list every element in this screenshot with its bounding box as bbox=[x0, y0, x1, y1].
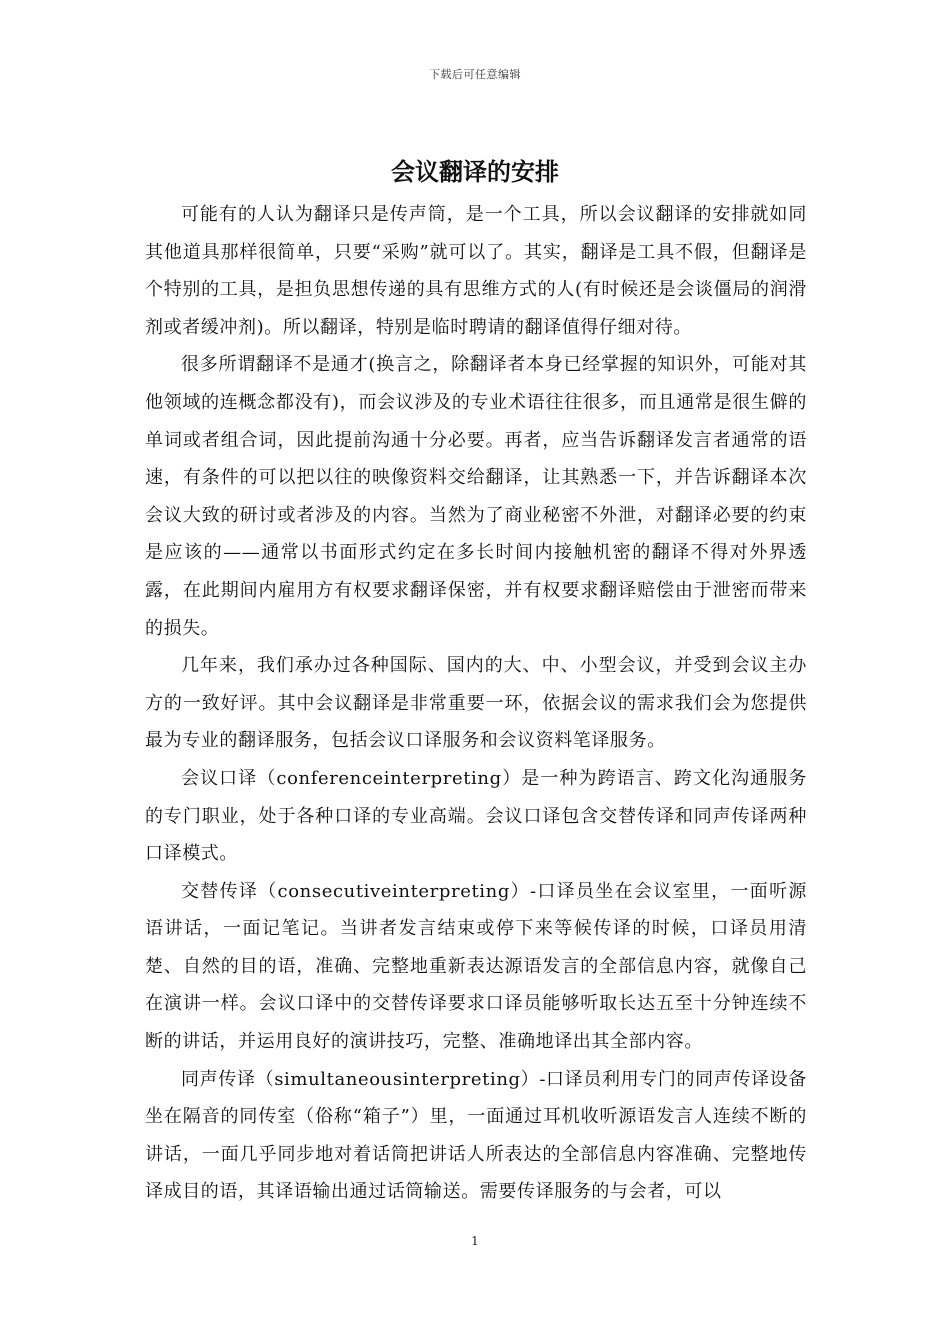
paragraph-4: 会议口译（conferenceinterpreting）是一种为跨语言、跨文化沟通服务的专门职业，处于各种口译的专业高端。会议口译包含交替传译和同声传译两种口译模式。 bbox=[145, 767, 807, 865]
paragraph-5: 交替传译（consecutiveinterpreting）-口译员坐在会议室里，一面听源语讲话，一面记笔记。当讲者发言结束或停下来等候传译的时候，口译员用清楚、自然的目的语，准确、完整地重新表达源语发言的全部信息内容，就像自己在演讲一样。会议口译中的交替传译要求口译员能够听取长达五至十分钟连续不断的讲话，并运用良好的演讲技巧，完整、准确地译出其全部内容。 bbox=[145, 880, 807, 1053]
document-body bbox=[145, 196, 807, 1211]
document-title: 会议翻译的安排 bbox=[391, 158, 559, 186]
page-header-note: 下载后可任意编辑 bbox=[429, 68, 521, 81]
paragraph-3: 几年来，我们承办过各种国际、国内的大、中、小型会议，并受到会议主办方的一致好评。其中会议翻译是非常重要一环，依据会议的需求我们会为您提供最为专业的翻译服务，包括会议口译服务和会议资料笔译服务。 bbox=[145, 655, 807, 752]
page-number: 1 bbox=[471, 1234, 479, 1248]
paragraph-6: 同声传译（simultaneousinterpreting）-口译员利用专门的同声传译设备坐在隔音的同传室（俗称“箱子”）里，一面通过耳机收听源语发言人连续不断的讲话，一面几乎同步地对着话筒把讲话人所表达的全部信息内容准确、完整地传译成目的语，其译语输出通过话筒输送。需要传译服务的与会者，可以 bbox=[145, 1068, 807, 1203]
paragraph-2: 很多所谓翻译不是通才(换言之，除翻译者本身已经掌握的知识外，可能对其他领域的连概念都没有)，而会议涉及的专业术语往往很多，而且通常是很生僻的单词或者组合词，因此提前沟通十分必要。再者，应当告诉翻译发言者通常的语速，有条件的可以把以往的映像资料交给翻译，让其熟悉一下，并告诉翻译本次会议大致的研讨或者涉及的内容。当然为了商业秘密不外泄，对翻译必要的约束是应该的——通常以书面形式约定在多长时间内接触机密的翻译不得对外界透露，在此期间内雇用方有权要求翻译保密，并有权要求翻译赔偿由于泄密而带来的损失。 bbox=[145, 354, 807, 639]
paragraph-1: 可能有的人认为翻译只是传声筒，是一个工具，所以会议翻译的安排就如同其他道具那样很简单，只要“采购”就可以了。其实，翻译是工具不假，但翻译是个特别的工具，是担负思想传递的具有思维方式的人(有时候还是会谈僵局的润滑剂或者缓冲剂)。所以翻译，特别是临时聘请的翻译值得仔细对待。 bbox=[145, 204, 807, 338]
